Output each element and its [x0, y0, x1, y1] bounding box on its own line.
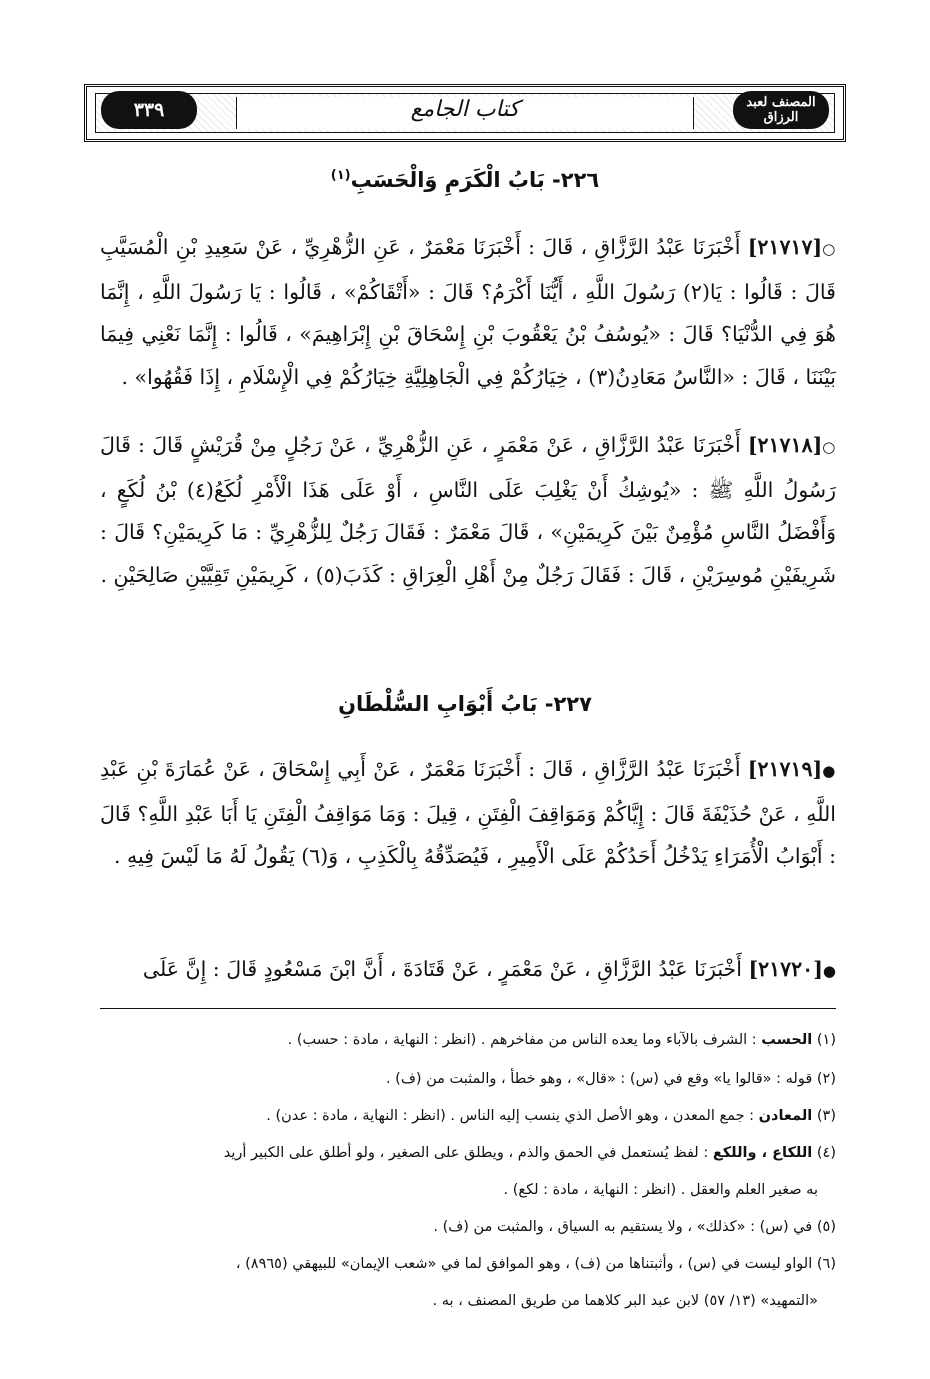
- footnote-4-continued: [100, 1176, 818, 1205]
- hadith-21719: [100, 748, 836, 878]
- hadith-text: أَخْبَرَنَا عَبْدُ الرَّزَّاقِ ، قَالَ : أَخْبَرَنَا مَعْمَرٌ ، عَنْ أَبِي إِسْحَاقَ ، عَنْ عُمَارَةَ بْنِ عَبْدِ اللَّهِ ، عَنْ حُذَيْفَةَ قَالَ : إِيَّاكُمْ وَمَوَاقِفَ الْفِتَنِ ، قِيلَ : وَمَا مَوَاقِفُ الْفِتَنِ يَا أَبَا عَبْدِ اللَّهِ؟ قَالَ : أَبْوَابُ الْأُمَرَاءِ يَدْخُلُ أَحَدُكُمْ عَلَى الْأَمِيرِ ، فَيُصَدِّقُهُ بِالْكَذِبِ ، وَ(٦) يَقُولُ لَهُ مَا لَيْسَ فِيهِ .: [100, 757, 836, 868]
- footnote-1: [100, 1026, 836, 1055]
- footnote-6: [100, 1250, 836, 1279]
- page-header-ornament: [84, 84, 846, 142]
- footnote-text: قوله : «قالوا يا» وقع في (س) : «قال» ، وهو خطأ ، والمثبت من (ف) .: [385, 1071, 813, 1087]
- footnote-5: [100, 1213, 836, 1242]
- chapter-heading-text: ٢٢٦- بَابُ الْكَرَمِ وَالْحَسَبِ: [350, 168, 600, 192]
- hadith-number: [٢١٧١٧]: [747, 235, 823, 259]
- hadith-marker: ●: [822, 962, 836, 980]
- footnote-text: «التمهيد» (١٣/ ٥٧) لابن عبد البر كلاهما من طريق المصنف ، به .: [432, 1293, 818, 1309]
- footnote-text: الواو ليست في (س) ، وأثبتناها من (ف) ، وهو الموافق لما في «شعب الإيمان» للبيهقي (٨٩٦٥) ،: [235, 1256, 813, 1272]
- hadith-marker: ○: [822, 240, 836, 258]
- chapter-heading-226: [0, 168, 930, 192]
- footnote-number: (٢): [816, 1071, 836, 1087]
- book-logo-cartouche: المصنف لعبد الرزاق: [733, 91, 829, 129]
- hadith-text: أَخْبَرَنَا عَبْدُ الرَّزَّاقِ ، عَنْ مَعْمَرٍ ، عَنْ قَتَادَةَ ، أَنَّ ابْنَ مَسْعُودٍ قَالَ : إِنَّ عَلَى: [142, 957, 742, 981]
- footnote-term: الحسب: [761, 1032, 813, 1048]
- footnote-separator: [100, 1008, 836, 1009]
- footnote-ref: (١): [330, 168, 351, 183]
- footnote-number: (٦): [816, 1256, 836, 1272]
- hadith-number: [٢١٧٢٠]: [748, 957, 823, 981]
- hadith-number: [٢١٧١٩]: [747, 757, 823, 781]
- footnote-4: [100, 1139, 836, 1168]
- hadith-21720: [100, 948, 836, 993]
- hadith-21718: [100, 424, 836, 596]
- footnote-text: في (س) : «كذلك» ، ولا يستقيم به السياق ، والمثبت من (ف) .: [433, 1219, 813, 1235]
- footnote-text: : جمع المعدن ، وهو الأصل الذي ينسب إليه الناس . (انظر : النهاية ، مادة : عدن) .: [266, 1108, 755, 1124]
- footnote-6-continued: [100, 1287, 818, 1316]
- footnote-text: : الشرف بالآباء وما يعده الناس من مفاخرهم . (انظر : النهاية ، مادة : حسب) .: [287, 1032, 757, 1048]
- hadith-text: أَخْبَرَنَا عَبْدُ الرَّزَّاقِ ، عَنْ مَعْمَرٍ ، عَنِ الزُّهْرِيِّ ، عَنْ رَجُلٍ مِنْ قُرَيْشٍ قَالَ : قَالَ رَسُولُ اللَّهِ ﷺ : «يُوشِكُ أَنْ يَغْلِبَ عَلَى النَّاسِ ، أَوْ عَلَى هَذَا الْأَمْرِ لُكَعُ(٤) بْنُ لُكَعٍ ، وَأَفْضَلُ النَّاسِ مُؤْمِنٌ بَيْنَ كَرِيمَيْنِ» ، قَالَ مَعْمَرٌ : فَقَالَ رَجُلٌ لِلزُّهْرِيِّ : مَا كَرِيمَيْنِ؟ قَالَ : شَرِيفَيْنِ مُوسِرَيْنِ ، قَالَ : فَقَالَ رَجُلٌ مِنْ أَهْلِ الْعِرَاقِ : كَذَبَ(٥) ، كَرِيمَيْنِ تَقِيَّيْنِ صَالِحَيْنِ .: [100, 433, 836, 587]
- hadith-text: أَخْبَرَنَا عَبْدُ الرَّزَّاقِ ، قَالَ : أَخْبَرَنَا مَعْمَرٌ ، عَنِ الزُّهْرِيِّ ، عَنْ سَعِيدِ بْنِ الْمُسَيَّبِ قَالَ : قَالُوا : يَا(٢) رَسُولَ اللَّهِ ، أَيُّنَا أَكْرَمُ؟ قَالَ : «أَتْقَاكُمْ» ، قَالُوا : يَا رَسُولَ اللَّهِ ، إِنَّمَا هُوَ فِي الدُّنْيَا؟ قَالَ : «يُوسُفُ بْنُ يَعْقُوبَ بْنِ إِسْحَاقَ بْنِ إِبْرَاهِيمَ» ، قَالُوا : إِنَّمَا نَعْنِي فِيمَا بَيْنَنَا ، قَالَ : «النَّاسُ مَعَادِنُ(٣) ، خِيَارُكُمْ فِي الْجَاهِلِيَّةِ خِيَارُكُمْ فِي الْإِسْلَامِ ، إِذَا فَقُهُوا» .: [100, 235, 836, 389]
- hadith-marker: ●: [822, 762, 836, 780]
- footnote-3: [100, 1102, 836, 1131]
- footnote-term: اللكاع ، واللكع: [712, 1145, 813, 1161]
- footnote-term: المعادن: [758, 1108, 813, 1124]
- hadith-21717: [100, 226, 836, 398]
- footnote-text: به صغير العلم والعقل . (انظر : النهاية ، مادة : لكع) .: [503, 1182, 818, 1198]
- footnote-2: [100, 1065, 836, 1094]
- running-title: كتاب الجامع: [410, 97, 520, 122]
- hadith-number: [٢١٧١٨]: [747, 433, 823, 457]
- footnote-number: (١): [816, 1032, 836, 1048]
- chapter-heading-227: ٢٢٧- بَابُ أَبْوَابِ السُّلْطَانِ: [338, 692, 592, 716]
- page-number: ٣٣٩: [101, 91, 197, 129]
- hadith-marker: ○: [822, 438, 836, 456]
- footnote-number: (٣): [816, 1108, 836, 1124]
- footnote-number: (٤): [816, 1145, 836, 1161]
- footnote-text: : لفظ يُستعمل في الحمق والذم ، ويطلق على الصغير ، ولو أطلق على الكبير أريد: [223, 1145, 709, 1161]
- footnote-number: (٥): [816, 1219, 836, 1235]
